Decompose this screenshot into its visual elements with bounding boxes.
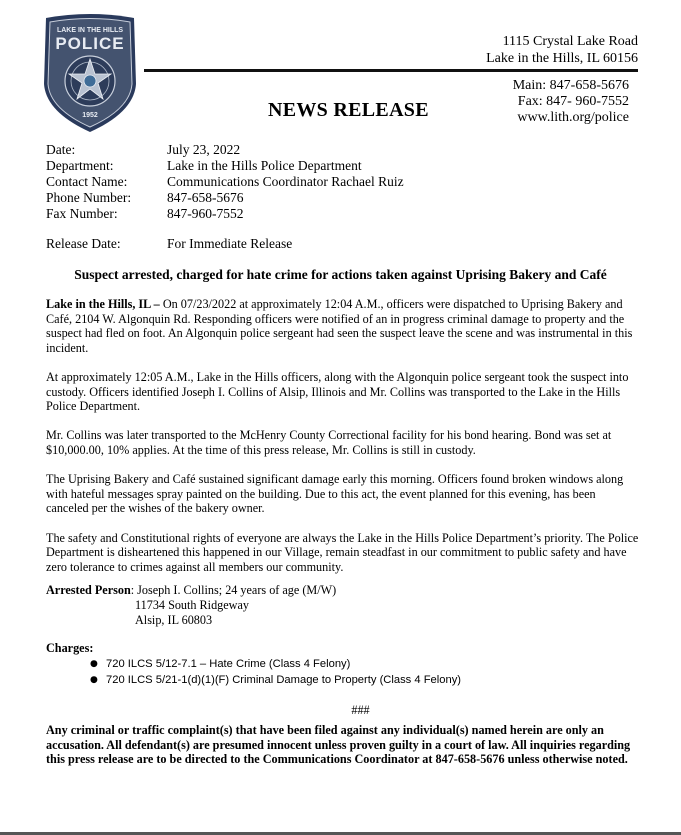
info-row-fax [46, 206, 404, 222]
info-row-department [46, 158, 404, 174]
badge-word: POLICE [55, 34, 125, 53]
arrested-label: Arrested Person [46, 583, 131, 597]
paragraph-1 [46, 297, 640, 355]
website-link[interactable]: www.lith.org/police [517, 110, 629, 125]
phone-value: 847-658-5676 [167, 190, 244, 205]
info-row-phone [46, 190, 404, 206]
phone-label: Phone Number: [46, 190, 132, 205]
end-mark: ### [351, 703, 370, 717]
paragraph-4: The Uprising Bakery and Café sustained significant damage early this morning. Officers found broken windows along with hateful messages spray painted on the building. Due to this act, the event planned for this evening, has been canceled per the wishes of the bakery owner. [46, 472, 624, 516]
address-street: 1115 Crystal Lake Road [502, 34, 638, 49]
release-info-table [46, 142, 404, 252]
address-city: Lake in the Hills, IL 60156 [486, 51, 638, 66]
header-divider [144, 69, 638, 72]
contact-label: Contact Name: [46, 174, 128, 189]
fax-value: 847-960-7552 [167, 206, 244, 221]
badge-year: 1952 [82, 112, 98, 119]
arrested-street: 11734 South Ridgeway [135, 598, 249, 612]
bullet-icon: ● [90, 675, 98, 685]
paragraph-1-text: On 07/23/2022 at approximately 12:04 A.M., officers were dispatched to Uprising Bakery and Café, 2104 W. Algonquin Rd. Responding officers were notified of an in progress criminal damage to property and the suspect had fled on foot. An Algonquin police sergeant had seen the suspect leave the scene and was instrumental in this incident. [46, 297, 633, 355]
info-row-release [46, 236, 404, 252]
charge-text: 720 ILCS 5/12-7.1 – Hate Crime (Class 4 Felony) [106, 658, 351, 670]
document-title: NEWS RELEASE [268, 99, 429, 121]
arrested-person-block [46, 583, 336, 628]
info-row-contact [46, 174, 404, 190]
release-label: Release Date: [46, 236, 121, 251]
dateline: Lake in the Hills, IL – [46, 297, 160, 311]
main-phone: Main: 847-658-5676 [512, 78, 629, 93]
department-contact [513, 78, 629, 126]
department-address [486, 33, 638, 67]
charge-item [90, 672, 461, 688]
release-value: For Immediate Release [167, 236, 293, 251]
bullet-icon: ● [90, 659, 98, 669]
department-label: Department: [46, 158, 114, 173]
fax-label: Fax Number: [46, 206, 118, 221]
release-headline: Suspect arrested, charged for hate crime for actions taken against Uprising Bakery and Café [74, 267, 607, 282]
info-row-date [46, 142, 404, 158]
arrested-city: Alsip, IL 60803 [135, 613, 213, 627]
release-body [46, 297, 640, 589]
police-badge-logo [42, 12, 138, 134]
arrested-line-1 [46, 583, 336, 598]
charge-text: 720 ILCS 5/21-1(d)(1)(F) Criminal Damage to Property (Class 4 Felony) [106, 674, 462, 686]
date-value: July 23, 2022 [167, 142, 241, 157]
charge-item [90, 656, 461, 672]
paragraph-3: Mr. Collins was later transported to the McHenry County Correctional facility for his bond hearing. Bond was set at $10,000.00, 10% applies. At the time of this press release, Mr. Collins is still in custody. [46, 428, 612, 457]
charges-label: Charges: [46, 641, 94, 655]
arrested-name: : Joseph I. Collins; 24 years of age (M/W) [130, 583, 337, 597]
department-value: Lake in the Hills Police Department [167, 158, 362, 173]
paragraph-5: The safety and Constitutional rights of everyone are always the Lake in the Hills Police Department’s priority. The Police Department is disheartened this happened in our Village, remain steadfast in our commitment to public safety and have zero tolerance to crimes against all members our community. [46, 530, 639, 574]
contact-value: Communications Coordinator Rachael Ruiz [167, 174, 404, 189]
date-label: Date: [46, 142, 76, 157]
paragraph-2: At approximately 12:05 A.M., Lake in the Hills officers, along with the Algonquin police sergeant took the suspect into custody. Officers identified Joseph I. Collins of Alsip, Illinois and Mr. Collins was transported to the Lake in the Hills Police Department. [46, 369, 629, 414]
charges-list [90, 656, 461, 688]
fax-number: Fax: 847- 960-7552 [517, 94, 629, 109]
legal-disclaimer: Any criminal or traffic complaint(s) that have been filed against any individual(s) named herein are only an accusation. All defendant(s) are presumed innocent unless proven guilty in a court of law. All inquiries regarding this press release are to be directed to the Communications Coordinator at 847-658-5676 unless otherwise noted. [46, 723, 631, 767]
badge-top-text: LAKE IN THE HILLS [56, 27, 124, 34]
